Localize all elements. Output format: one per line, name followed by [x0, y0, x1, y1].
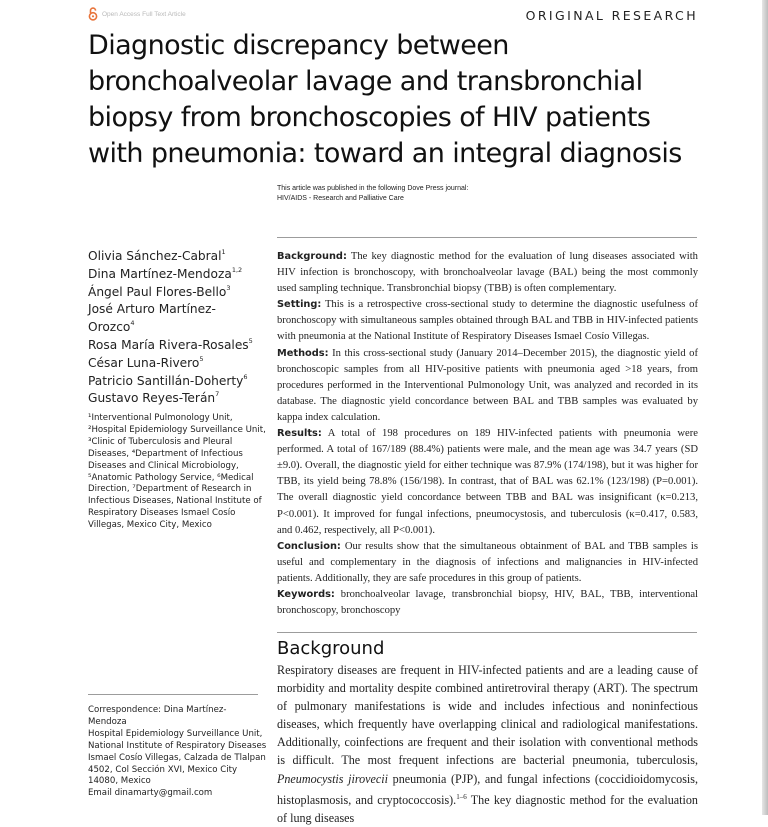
- abstract-results: Results: A total of 198 procedures on 189 HIV-infected patients with pneumonia were performed. A total of 167/189 (88.4%) patients were male, and the mean age was 34.7 years (SD ±9.0). Overall, the diagnostic yield for either technique was 87.9% (174/198), but it was higher for TBB, its yield being 78.8% (156/198). In contrast, that of BAL was 62.1% (123/198) (P=0.001). The overall diagnostic yield concordance between TBB and BAL was insignificant (κ=0.213, P<0.001). It improved for fungal infections, pneumocystosis, and tuberculosis (κ=0.417, 0.583, and 0.462, respectively, all P<0.001).: [277, 428, 698, 536]
- abstract-label: Setting:: [277, 299, 322, 311]
- correspondence-line: 4502, Col Sección XVI, Mexico City: [88, 764, 238, 775]
- author: Gustavo Reyes-Terán$^7$: [88, 390, 220, 406]
- correspondence-line: 14080, Mexico: [88, 776, 151, 787]
- correspondence-line: National Institute of Respiratory Diseases: [88, 740, 267, 751]
- abstract-methods: Methods: In this cross-sectional study (January 2014–December 2015), the diagnostic yield of bronchoscopic samples from all HIV-positive patients with pneumonia aged >18 years, from procedures performed in the Interventional Pulmonology Unit, was analyzed and recorded in its database. The diagnostic yield concordance between BAL and TBB samples was evaluated by kappa index calculation.: [277, 347, 698, 423]
- journal-note-line: This article was published in the following Dove Press journal:: [277, 185, 469, 192]
- author: Olivia Sánchez-Cabral$^1$: [88, 248, 226, 263]
- abstract-background: Background: The key diagnostic method for the evaluation of lung diseases associated with HIV infection is bronchoscopy, with bronchoalveolar lavage (BAL) being the most commonly used sampling technique. Transbronchial biopsy (TBB) is often complementary.: [277, 251, 698, 295]
- open-access-label: Open Access Full Text Article: [102, 10, 186, 18]
- correspondence-line: Hospital Epidemiology Surveillance Unit,: [88, 728, 263, 739]
- page-edge: [762, 0, 768, 815]
- section-heading: Background: [277, 638, 385, 659]
- correspondence-line: Mendoza: [88, 716, 127, 727]
- body-paragraph: Respiratory diseases are frequent in HIV-infected patients and are a leading cause of morbidity and mortality despite combined antiretroviral therapy (ART). The spectrum of pulmonary manifestations is wide and includes infectious and noninfectious diseases, which frequently have overlapping clinical and radiological manifestations. Additionally, coinfections are frequent and their isolation with conventional methods is difficult. The most frequent infections are bacterial pneumonia, tuberculosis, Pneumocystis jirovecii pneumonia (PJP), and fungal infections (coccidioidomycosis, histoplasmosis, and cryptococcosis).$^{1-6}$ The key diagnostic method for the evaluation of lung diseases: [277, 663, 698, 825]
- section-label: ORIGINAL RESEARCH: [525, 8, 698, 23]
- abstract-label: Methods:: [277, 347, 329, 359]
- correspondence: [88, 705, 268, 800]
- author: Rosa María Rivera-Rosales$^5$: [88, 336, 253, 352]
- email-link[interactable]: Email dinamarty@gmail.com: [88, 788, 213, 799]
- open-access-badge: [88, 7, 186, 21]
- abstract-keywords: Keywords: bronchoalveolar lavage, transbronchial biopsy, HIV, BAL, TBB, interventional bronchoscopy, bronchoscopy: [277, 588, 699, 617]
- author-list: [88, 248, 266, 408]
- abstract-label: Conclusion:: [277, 540, 341, 552]
- divider: [277, 237, 697, 238]
- author: Patricio Santillán-Doherty$^6$: [88, 372, 248, 388]
- abstract-setting: Setting: This is a retrospective cross-sectional study to determine the diagnostic usefulness of bronchoscopy with simultaneous samples obtained through BAL and TBB in HIV-infected patients with pneumonia at the National Institute of Respiratory Diseases Ismael Cosío Villegas.: [277, 299, 698, 343]
- abstract-label: Background:: [277, 251, 347, 262]
- abstract-label: Results:: [277, 428, 322, 440]
- abstract-label: Keywords:: [277, 588, 335, 600]
- correspondence-line: Correspondence: Dina Martínez-: [88, 705, 227, 715]
- citation-ref[interactable]: 1–6: [456, 792, 467, 801]
- author: Ángel Paul Flores-Bello$^3$: [88, 283, 231, 299]
- author: César Luna-Rivero$^5$: [88, 354, 204, 370]
- journal-note: [277, 184, 468, 204]
- divider: [88, 694, 258, 695]
- journal-name[interactable]: HIV/AIDS - Research and Palliative Care: [277, 195, 404, 202]
- article-title: Diagnostic discrepancy between bronchoalveolar lavage and transbronchial biopsy from bronchoscopies of HIV patients with pneumonia: toward an integral diagnosis: [88, 30, 682, 169]
- author: Dina Martínez-Mendoza$^{1,2}$: [88, 265, 243, 281]
- affiliations: ¹Interventional Pulmonology Unit, ²Hospital Epidemiology Surveillance Unit, ³Clinic of Tuberculosis and Pleural Diseases, ⁴Department of Infectious Diseases and Clinical Microbiology, ⁵Anatomic Pathology Service, ⁶Medical Direction, ⁷Department of Research in Infectious Diseases, National Institute of Respiratory Diseases Ismael Cosío Villegas, Mexico City, Mexico: [88, 413, 266, 531]
- divider: [277, 632, 697, 633]
- author: José Arturo Martínez-Orozco$^4$: [88, 302, 216, 335]
- open-access-lock-icon: [88, 7, 98, 21]
- abstract-conclusion: Conclusion: Our results show that the simultaneous obtainment of BAL and TBB samples is useful and complementary in the diagnosis of infections and malignancies in HIV-infected patients. Additionally, they are safe procedures in this group of patients.: [277, 540, 698, 584]
- correspondence-line: Ismael Cosío Villegas, Calzada de Tlalpan: [88, 752, 266, 763]
- abstract: [277, 249, 698, 619]
